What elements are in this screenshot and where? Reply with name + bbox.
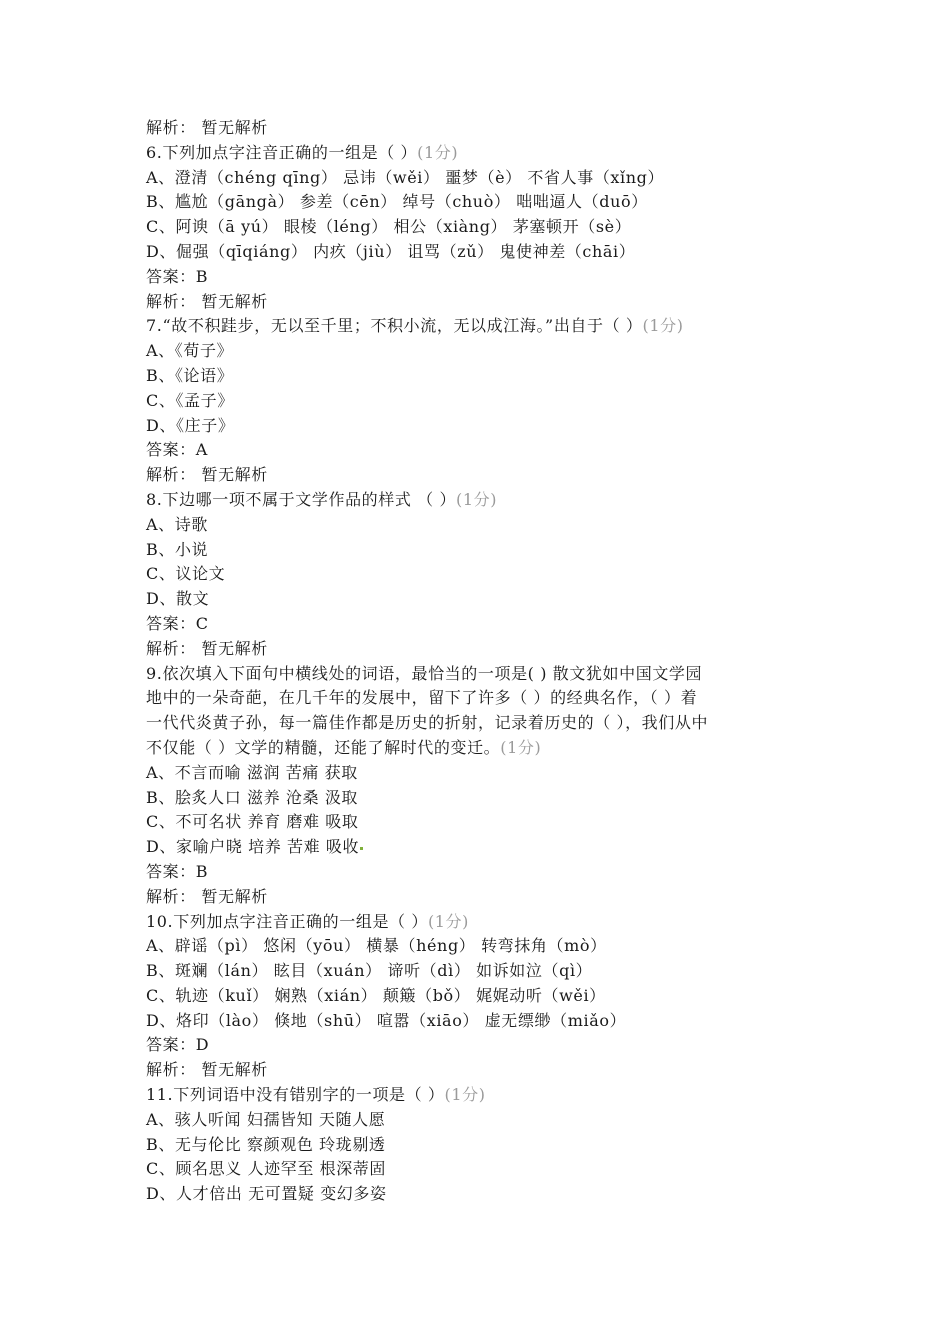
question-text: 7.“故不积跬步，无以至千里；不积小流，无以成江海。”出自于（ ） xyxy=(146,316,643,336)
analysis-line: 解析： 暂无解析 xyxy=(146,638,268,658)
option-c: C、议论文 xyxy=(146,564,226,584)
analysis-line: 解析： 暂无解析 xyxy=(146,291,268,311)
answer-line: 答案：C xyxy=(146,613,209,633)
score-label: (1分) xyxy=(444,1085,486,1105)
answer-line: 答案：D xyxy=(146,1035,210,1055)
option-a: A、澄清（chéng qīng） 忌讳（wěi） 噩梦（è） 不省人事（xǐng） xyxy=(146,167,665,187)
option-a: A、《荀子》 xyxy=(146,341,234,361)
option-d: D、《庄子》 xyxy=(146,415,235,435)
question-6-stem xyxy=(146,141,826,166)
option-c: C、轨迹（kuǐ） 娴熟（xián） 颠簸（bǒ） 娓娓动听（wěi） xyxy=(146,985,606,1005)
score-label: (1分) xyxy=(427,911,470,931)
analysis-line: 解析： 暂无解析 xyxy=(146,1060,268,1080)
option-d xyxy=(146,835,826,860)
option-b: B、脍炙人口 滋养 沧桑 汲取 xyxy=(146,787,359,807)
option-c: C、《孟子》 xyxy=(146,390,234,410)
answer-line: 答案：A xyxy=(146,440,208,460)
score-label: (1分) xyxy=(500,737,542,757)
option-b: B、《论语》 xyxy=(146,365,234,385)
option-a: A、诗歌 xyxy=(146,514,208,534)
score-label: (1分) xyxy=(642,316,684,336)
option-d: D、散文 xyxy=(146,589,210,609)
analysis-line: 解析： 暂无解析 xyxy=(146,886,268,906)
question-9-stem-line-3: 一代代炎黄子孙，每一篇佳作都是历史的折射，记录着历史的（ ），我们从中 xyxy=(146,713,709,733)
option-d: D、人才倍出 无可置疑 变幻多姿 xyxy=(146,1184,387,1204)
score-label: (1分) xyxy=(456,489,498,509)
option-b: B、尴尬（gāngà） 参差（cēn） 绰号（chuò） 咄咄逼人（duō） xyxy=(146,192,648,212)
option-c: C、顾名思义 人迹罕至 根深蒂固 xyxy=(146,1159,387,1179)
question-text: 11.下列词语中没有错别字的一项是（ ） xyxy=(146,1085,445,1105)
question-9-stem-line-4 xyxy=(146,736,826,761)
answer-line: 答案：B xyxy=(146,861,209,881)
question-10-stem xyxy=(146,910,826,935)
question-text: 不仅能（ ）文学的精髓，还能了解时代的变迁。 xyxy=(146,737,501,757)
option-b: B、斑斓（lán） 眩目（xuán） 谛听（dì） 如诉如泣（qì） xyxy=(146,961,593,981)
question-7-stem xyxy=(146,314,826,339)
option-a: A、辟谣（pì） 悠闲（yōu） 横暴（héng） 转弯抹角（mò） xyxy=(146,936,607,956)
question-text: 6.下列加点字注音正确的一组是（ ） xyxy=(146,142,418,162)
option-d: D、烙印（lào） 倏地（shū） 喧嚣（xiāo） 虚无缥缈（miǎo） xyxy=(146,1010,627,1030)
option-c: C、不可名状 养育 磨难 吸取 xyxy=(146,812,359,832)
option-a: A、骇人听闻 妇孺皆知 天随人愿 xyxy=(146,1109,386,1129)
question-11-stem xyxy=(146,1083,826,1108)
answer-line: 答案：B xyxy=(146,266,209,286)
question-8-stem xyxy=(146,488,826,513)
question-9-stem-line-2: 地中的一朵奇葩，在几千年的发展中，留下了许多（ ）的经典名作，（ ）着 xyxy=(146,688,698,708)
analysis-line: 解析： 暂无解析 xyxy=(146,118,268,137)
option-b: B、无与伦比 察颜观色 玲珑剔透 xyxy=(146,1134,386,1154)
question-text: 8.下边哪一项不属于文学作品的样式 （ ） xyxy=(146,489,457,509)
option-b: B、小说 xyxy=(146,539,209,559)
exam-page xyxy=(146,116,826,1207)
question-9-stem-line-1: 9.依次填入下面句中横线处的词语，最恰当的一项是( ) 散文犹如中国文学园 xyxy=(146,663,703,683)
marker-dot xyxy=(360,847,363,850)
score-label: (1分) xyxy=(417,142,459,162)
option-text: D、家喻户晓 培养 苦难 吸收 xyxy=(146,837,360,857)
option-a: A、不言而喻 滋润 苦痛 获取 xyxy=(146,762,358,782)
option-d: D、倔强（qīqiáng） 内疚（jiù） 诅骂（zǔ） 鬼使神差（chāi） xyxy=(146,241,636,261)
analysis-line: 解析： 暂无解析 xyxy=(146,465,268,485)
option-c: C、阿谀（ā yú） 眼棱（léng） 相公（xiàng） 茅塞顿开（sè） xyxy=(146,217,632,237)
question-text: 10.下列加点字注音正确的一组是（ ） xyxy=(146,911,428,931)
